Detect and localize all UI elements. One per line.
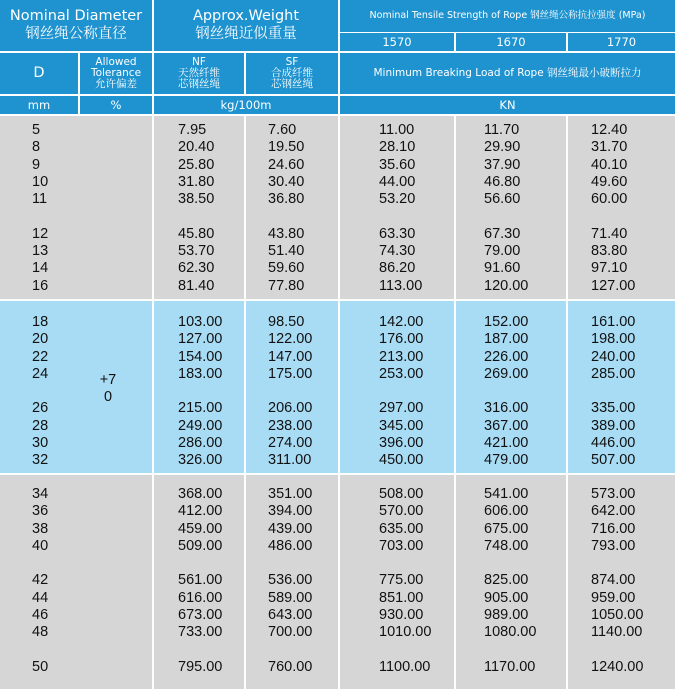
approx-weight-cn: 钢丝绳近似重量 xyxy=(195,26,297,42)
table-cell: 311.00 xyxy=(268,452,312,469)
grade-1770-header xyxy=(568,33,675,51)
tolerance-upper: +7 xyxy=(99,372,117,388)
table-cell: 19.50 xyxy=(268,139,305,156)
allowed-tolerance-en1: Allowed xyxy=(95,55,137,68)
table-cell xyxy=(178,642,222,659)
table-cell: 31.80 xyxy=(178,173,215,190)
table-cell: 127.00 xyxy=(591,277,636,294)
table-cell: 215.00 xyxy=(178,400,223,417)
table-cell: 42 xyxy=(32,572,49,589)
table-cell: 74.30 xyxy=(379,243,416,260)
table-cell: 16 xyxy=(32,277,49,294)
table-cell: 113.00 xyxy=(379,277,423,294)
column-divider xyxy=(566,116,568,689)
table-cell: 733.00 xyxy=(178,624,223,641)
approx-weight-header xyxy=(154,0,338,51)
breaking-load-label: Minimum Breaking Load of Rope 钢丝绳最小破断拉力 xyxy=(373,66,642,79)
table-cell: 154.00 xyxy=(178,348,223,365)
column-kn-1570 xyxy=(379,122,422,295)
column-kn-1570 xyxy=(379,314,423,470)
table-cell: 53.70 xyxy=(178,243,215,260)
table-cell: 49.60 xyxy=(591,173,628,190)
unit-kn: KN xyxy=(499,97,516,112)
table-cell: 335.00 xyxy=(591,400,636,417)
table-cell: 43.80 xyxy=(268,225,305,242)
table-cell: 176.00 xyxy=(379,331,424,348)
table-cell: 589.00 xyxy=(268,589,313,606)
table-cell: 50 xyxy=(32,658,49,675)
column-nf-weight xyxy=(178,314,222,470)
table-cell: 103.00 xyxy=(178,314,223,330)
table-cell: 536.00 xyxy=(268,572,313,589)
table-cell: 1170.00 xyxy=(484,658,536,675)
table-cell: 286.00 xyxy=(178,435,223,452)
table-cell xyxy=(32,208,48,225)
table-cell: 86.20 xyxy=(379,260,416,277)
table-cell: 421.00 xyxy=(484,435,529,452)
table-cell: 11 xyxy=(32,191,48,208)
table-cell: 700.00 xyxy=(268,624,313,641)
unit-kn-cell xyxy=(340,96,675,114)
sf-cn1: 合成纤维 xyxy=(271,66,313,79)
grade-1670-header xyxy=(456,33,566,51)
table-cell: 285.00 xyxy=(591,365,636,382)
table-cell: 175.00 xyxy=(268,365,313,382)
table-cell: 561.00 xyxy=(178,572,223,589)
table-cell: 213.00 xyxy=(379,348,424,365)
table-cell: 91.60 xyxy=(484,260,521,277)
table-cell: 38.50 xyxy=(178,191,215,208)
table-cell: 48 xyxy=(32,624,49,641)
grade-1570-header xyxy=(340,33,454,51)
table-cell: 8 xyxy=(32,139,41,156)
table-cell: 40.10 xyxy=(591,156,628,173)
nf-cn1: 天然纤维 xyxy=(178,66,220,79)
table-cell: 67.30 xyxy=(484,225,521,242)
column-divider xyxy=(338,116,340,689)
grade-1570-label: 1570 xyxy=(382,34,412,49)
table-cell: 238.00 xyxy=(268,417,313,434)
table-cell: 7.95 xyxy=(178,122,207,138)
table-cell: 147.00 xyxy=(268,348,313,365)
table-cell: 716.00 xyxy=(591,520,636,537)
table-cell xyxy=(268,642,312,659)
table-cell: 77.80 xyxy=(268,277,305,294)
table-cell: 60.00 xyxy=(591,191,628,208)
table-cell: 11.70 xyxy=(484,122,520,138)
table-cell xyxy=(591,208,635,225)
table-cell: 1010.00 xyxy=(379,624,432,641)
table-cell: 83.80 xyxy=(591,243,628,260)
unit-weight: kg/100m xyxy=(220,97,272,112)
table-cell xyxy=(484,642,536,659)
table-cell: 29.90 xyxy=(484,139,521,156)
table-cell: 12 xyxy=(32,225,49,242)
table-cell: 11.00 xyxy=(379,122,415,138)
table-cell: 851.00 xyxy=(379,589,424,606)
unit-percent-cell xyxy=(80,96,152,114)
table-cell xyxy=(484,383,528,400)
table-cell: 28.10 xyxy=(379,139,416,156)
column-divider xyxy=(152,116,154,689)
table-cell: 905.00 xyxy=(484,589,529,606)
table-cell xyxy=(268,383,312,400)
table-cell: 446.00 xyxy=(591,435,636,452)
table-cell: 81.40 xyxy=(178,277,215,294)
table-cell: 396.00 xyxy=(379,435,424,452)
table-cell: 1080.00 xyxy=(484,624,537,641)
nf-cn2: 芯钢丝绳 xyxy=(178,78,220,90)
table-cell: 44 xyxy=(32,589,49,606)
tolerance-value xyxy=(80,372,136,406)
table-cell: 394.00 xyxy=(268,503,313,520)
table-cell: 616.00 xyxy=(178,589,223,606)
column-diameter xyxy=(32,314,48,470)
table-cell: 53.20 xyxy=(379,191,416,208)
table-cell: 459.00 xyxy=(178,520,223,537)
table-cell: 703.00 xyxy=(379,537,424,554)
table-cell: 12.40 xyxy=(591,122,628,138)
table-cell: 20 xyxy=(32,331,49,348)
nf-header xyxy=(154,53,244,94)
table-cell xyxy=(32,642,48,659)
table-cell: 36 xyxy=(32,503,49,520)
grade-1770-label: 1770 xyxy=(606,34,637,49)
table-cell: 226.00 xyxy=(484,348,529,365)
table-cell: 30.40 xyxy=(268,173,305,190)
table-cell: 5 xyxy=(32,122,41,138)
table-cell: 642.00 xyxy=(591,503,636,520)
column-sf-weight xyxy=(268,314,312,470)
table-cell: 367.00 xyxy=(484,417,529,434)
table-cell: 760.00 xyxy=(268,658,313,675)
column-nf-weight xyxy=(178,486,222,676)
column-kn-1570 xyxy=(379,486,431,676)
table-cell xyxy=(591,555,643,572)
table-cell: 206.00 xyxy=(268,400,313,417)
table-cell xyxy=(268,208,304,225)
table-cell: 63.30 xyxy=(379,225,416,242)
table-cell: 98.50 xyxy=(268,314,305,330)
table-cell: 34 xyxy=(32,486,49,502)
table-cell: 28 xyxy=(32,417,49,434)
table-cell xyxy=(484,555,536,572)
table-cell: 56.60 xyxy=(484,191,521,208)
table-cell: 345.00 xyxy=(379,417,424,434)
table-cell: 46.80 xyxy=(484,173,521,190)
nominal-diameter-header xyxy=(0,0,152,51)
table-cell: 152.00 xyxy=(484,314,529,330)
table-cell: 183.00 xyxy=(178,365,223,382)
table-cell xyxy=(379,555,431,572)
table-cell: 1100.00 xyxy=(379,658,431,675)
nominal-diameter-cn: 钢丝绳公称直径 xyxy=(25,26,127,42)
approx-weight-en: Approx.Weight xyxy=(192,7,300,24)
table-cell: 24 xyxy=(32,365,49,382)
table-cell: 198.00 xyxy=(591,331,636,348)
table-cell: 13 xyxy=(32,243,49,260)
table-cell: 486.00 xyxy=(268,537,313,554)
table-cell xyxy=(178,383,222,400)
table-cell: 9 xyxy=(32,156,41,173)
table-cell: 450.00 xyxy=(379,452,424,469)
table-cell: 507.00 xyxy=(591,452,636,469)
column-kn-1770 xyxy=(591,486,643,676)
table-cell xyxy=(591,642,643,659)
table-cell xyxy=(379,642,431,659)
column-kn-1670 xyxy=(484,486,536,676)
table-cell: 297.00 xyxy=(379,400,424,417)
table-cell xyxy=(178,208,214,225)
table-cell: 30 xyxy=(32,435,49,452)
table-cell: 874.00 xyxy=(591,572,636,589)
breaking-load-header xyxy=(340,53,675,94)
table-cell: 14 xyxy=(32,260,49,277)
table-cell: 40 xyxy=(32,537,49,554)
column-kn-1770 xyxy=(591,122,635,295)
table-cell: 508.00 xyxy=(379,486,424,502)
table-cell: 673.00 xyxy=(178,607,223,624)
table-cell: 1140.00 xyxy=(591,624,643,641)
allowed-tolerance-header xyxy=(80,53,152,94)
unit-mm-cell xyxy=(0,96,78,114)
table-cell: 959.00 xyxy=(591,589,636,606)
table-cell: 97.10 xyxy=(591,260,628,277)
sf-en: SF xyxy=(285,55,299,68)
table-cell: 573.00 xyxy=(591,486,636,502)
table-cell: 18 xyxy=(32,314,49,330)
table-cell: 439.00 xyxy=(268,520,313,537)
tensile-strength-label: Nominal Tensile Strength of Rope 钢丝绳公称抗拉强度 (MPa) xyxy=(369,10,646,22)
d-header xyxy=(0,53,78,94)
allowed-tolerance-cn: 允许偏差 xyxy=(95,78,137,90)
table-cell xyxy=(178,555,222,572)
d-label: D xyxy=(33,64,45,81)
table-cell: 51.40 xyxy=(268,243,305,260)
table-cell: 479.00 xyxy=(484,452,529,469)
sf-header xyxy=(246,53,338,94)
table-cell: 249.00 xyxy=(178,417,223,434)
table-cell: 22 xyxy=(32,348,49,365)
table-cell: 316.00 xyxy=(484,400,529,417)
table-cell: 643.00 xyxy=(268,607,313,624)
allowed-tolerance-en2: Tolerance xyxy=(90,66,142,79)
table-cell: 240.00 xyxy=(591,348,636,365)
table-cell: 36.80 xyxy=(268,191,305,208)
table-cell: 44.00 xyxy=(379,173,416,190)
table-cell: 120.00 xyxy=(484,277,529,294)
nf-en: NF xyxy=(192,55,206,68)
table-cell: 35.60 xyxy=(379,156,416,173)
table-cell: 351.00 xyxy=(268,486,313,502)
column-divider xyxy=(244,116,246,689)
table-cell: 509.00 xyxy=(178,537,223,554)
table-cell: 541.00 xyxy=(484,486,529,502)
table-cell: 32 xyxy=(32,452,49,469)
column-diameter xyxy=(32,486,48,676)
table-cell xyxy=(484,208,528,225)
column-kn-1670 xyxy=(484,122,528,295)
grade-1670-label: 1670 xyxy=(496,34,526,49)
table-cell: 775.00 xyxy=(379,572,424,589)
table-cell: 31.70 xyxy=(591,139,628,156)
table-cell: 79.00 xyxy=(484,243,521,260)
table-cell: 989.00 xyxy=(484,607,529,624)
table-cell: 269.00 xyxy=(484,365,529,382)
table-cell: 26 xyxy=(32,400,49,417)
tolerance-lower: 0 xyxy=(103,389,113,405)
table-cell: 930.00 xyxy=(379,607,424,624)
table-cell: 62.30 xyxy=(178,260,215,277)
column-nf-weight xyxy=(178,122,214,295)
table-cell: 161.00 xyxy=(591,314,636,330)
table-cell: 46 xyxy=(32,607,49,624)
table-cell: 606.00 xyxy=(484,503,529,520)
table-cell: 570.00 xyxy=(379,503,424,520)
table-cell: 38 xyxy=(32,520,49,537)
nominal-diameter-en: Nominal Diameter xyxy=(9,7,143,24)
table-cell: 37.90 xyxy=(484,156,521,173)
table-cell: 20.40 xyxy=(178,139,215,156)
table-cell: 412.00 xyxy=(178,503,223,520)
table-cell: 187.00 xyxy=(484,331,529,348)
table-cell: 1050.00 xyxy=(591,607,644,624)
table-cell xyxy=(379,208,422,225)
table-cell: 253.00 xyxy=(379,365,424,382)
table-cell xyxy=(268,555,312,572)
table-cell xyxy=(379,383,423,400)
column-sf-weight xyxy=(268,122,304,295)
column-divider xyxy=(454,116,456,689)
table-cell: 24.60 xyxy=(268,156,305,173)
tensile-strength-header xyxy=(340,0,675,32)
table-cell xyxy=(591,383,635,400)
column-kn-1770 xyxy=(591,314,635,470)
column-sf-weight xyxy=(268,486,312,676)
column-kn-1670 xyxy=(484,314,528,470)
table-cell: 635.00 xyxy=(379,520,424,537)
table-cell: 748.00 xyxy=(484,537,529,554)
table-cell: 59.60 xyxy=(268,260,305,277)
table-cell: 389.00 xyxy=(591,417,636,434)
table-cell: 71.40 xyxy=(591,225,628,242)
table-cell: 7.60 xyxy=(268,122,297,138)
table-cell: 825.00 xyxy=(484,572,529,589)
table-cell: 45.80 xyxy=(178,225,215,242)
table-cell xyxy=(32,555,48,572)
column-diameter xyxy=(32,122,48,295)
table-cell: 25.80 xyxy=(178,156,215,173)
table-cell: 795.00 xyxy=(178,658,223,675)
table-cell: 1240.00 xyxy=(591,658,644,675)
table-cell xyxy=(32,383,48,400)
table-cell: 127.00 xyxy=(178,331,223,348)
table-cell: 326.00 xyxy=(178,452,223,469)
table-cell: 368.00 xyxy=(178,486,223,502)
unit-mm: mm xyxy=(27,97,51,112)
unit-percent: % xyxy=(110,97,122,112)
sf-cn2: 芯钢丝绳 xyxy=(271,78,313,90)
table-cell: 122.00 xyxy=(268,331,313,348)
table-cell: 142.00 xyxy=(379,314,424,330)
table-cell: 10 xyxy=(32,173,49,190)
table-cell: 675.00 xyxy=(484,520,529,537)
table-cell: 793.00 xyxy=(591,537,636,554)
unit-weight-cell xyxy=(154,96,338,114)
table-cell: 274.00 xyxy=(268,435,313,452)
